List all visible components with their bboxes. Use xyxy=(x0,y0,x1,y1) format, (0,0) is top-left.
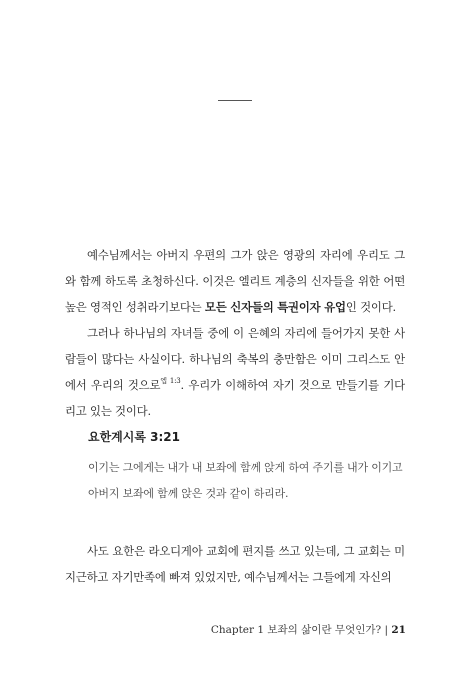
page-number: 21 xyxy=(391,624,406,636)
page-footer xyxy=(211,622,406,637)
paragraph-text: 예수님께서는 아버지 우편의 그가 앉은 영광의 자리에 우리도 그와 함께 하도록 초청하신다. 이것은 엘리트 계층의 신자들을 위한 어떤 높은 영적인 성취라기보다는 xyxy=(65,248,405,314)
paragraph-text-end: . 우리가 이해하여 자기 것으로 만들기를 기다리고 있는 것이다. xyxy=(65,378,405,418)
footer-separator: | xyxy=(384,624,389,636)
scripture-reference: 엡 1:3 xyxy=(160,377,181,385)
paragraph-invitation xyxy=(65,242,405,320)
paragraph-laodicea xyxy=(65,538,405,590)
verse-text: 이기는 그에게는 내가 내 보좌에 함께 앉게 하여 주기를 내가 이기고 아버지 보좌에 함께 앉은 것과 같이 하리라. xyxy=(88,461,403,500)
emphasis-text: 모든 신자들의 특권이자 유업 xyxy=(204,300,346,314)
decorative-divider xyxy=(218,100,252,101)
paragraph-text: 사도 요한은 라오디게아 교회에 편지를 쓰고 있는데, 그 교회는 미지근하고 자기만족에 빠져 있었지만, 예수님께서는 그들에게 자신의 xyxy=(65,544,405,584)
chapter-title: Chapter 1 보좌의 삶이란 무엇인가? xyxy=(210,624,382,636)
verse-title: 요한계시록 3:21 xyxy=(88,430,180,444)
paragraph-blessing xyxy=(65,320,405,424)
paragraph-text-end: 인 것이다. xyxy=(345,300,396,314)
paragraph-text: 그러나 하나님의 자녀들 중에 이 은혜의 자리에 들어가지 못한 사람들이 많다는 사실이다. 하나님의 축복의 충만함은 이미 그리스도 안에서 우리의 것으로 xyxy=(65,326,405,392)
